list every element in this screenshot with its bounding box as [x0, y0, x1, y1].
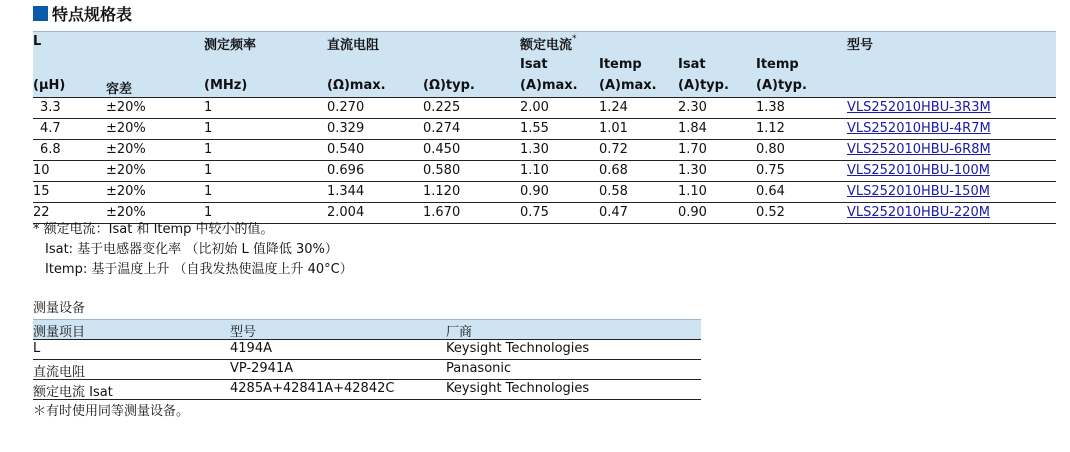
cell-isat-max: 1.55: [520, 121, 549, 136]
cell-dcr-typ: 1.120: [423, 184, 461, 199]
cell-isat-typ: 1.30: [678, 163, 707, 178]
cell-inductance: 22: [33, 205, 50, 220]
section-title-text: 特点规格表: [52, 4, 133, 24]
part-number-link[interactable]: VLS252010HBU-4R7M: [847, 121, 991, 136]
header-isat: Isat: [520, 57, 548, 72]
cell-itemp-max: 0.58: [599, 184, 628, 199]
table-row: [33, 161, 1056, 182]
cell-dcr-max: 0.329: [327, 121, 365, 136]
cell-itemp-max: 0.68: [599, 163, 628, 178]
equipment-maker: Keysight Technologies: [446, 341, 590, 356]
cell-dcr-max: 0.540: [327, 142, 365, 157]
table-row: [33, 380, 701, 400]
header-freq-unit: (MHz): [204, 78, 248, 93]
cell-isat-max: 0.75: [520, 205, 549, 220]
equipment-header-maker: 厂商: [446, 325, 473, 340]
header-itemp-typ-label: Itemp: [756, 57, 799, 72]
header-itemp: Itemp: [599, 57, 642, 72]
equipment-note: ＊有时使用同等测量设备。: [33, 404, 190, 419]
cell-dcr-typ: 0.580: [423, 163, 461, 178]
cell-dcr-max: 2.004: [327, 205, 365, 220]
cell-tolerance: ±20%: [106, 205, 146, 220]
cell-dcr-max: 1.344: [327, 184, 365, 199]
cell-dcr-typ: 0.274: [423, 121, 461, 136]
cell-itemp-typ: 1.38: [756, 100, 785, 115]
table-row: [33, 119, 1056, 140]
header-l-unit: (μH): [33, 78, 66, 93]
cell-frequency: 1: [204, 184, 213, 199]
header-dcr: 直流电阻: [327, 38, 380, 53]
equipment-maker: Keysight Technologies: [446, 381, 590, 396]
cell-frequency: 1: [204, 142, 213, 157]
header-freq: 测定频率: [204, 38, 257, 53]
header-dcr-typ: (Ω)typ.: [423, 78, 475, 93]
cell-itemp-typ: 0.52: [756, 205, 785, 220]
cell-itemp-typ: 0.80: [756, 142, 785, 157]
cell-itemp-typ: 0.64: [756, 184, 785, 199]
cell-isat-typ: 1.10: [678, 184, 707, 199]
header-dcr-max: (Ω)max.: [327, 78, 386, 93]
equipment-table: [33, 319, 701, 400]
table-row: [33, 140, 1056, 161]
cell-inductance: 15: [33, 184, 50, 199]
cell-inductance: 4.7: [40, 121, 61, 136]
equipment-item: 额定电流 Isat: [33, 385, 113, 400]
header-isat-typ-label: Isat: [678, 57, 706, 72]
part-number-link[interactable]: VLS252010HBU-3R3M: [847, 100, 991, 115]
equipment-header-model: 型号: [230, 325, 257, 340]
cell-tolerance: ±20%: [106, 100, 146, 115]
cell-inductance: 3.3: [40, 100, 61, 115]
cell-itemp-typ: 0.75: [756, 163, 785, 178]
cell-isat-max: 2.00: [520, 100, 549, 115]
cell-itemp-max: 1.24: [599, 100, 628, 115]
note-isat: Isat: 基于电感器变化率 （比初始 L 值降低 30%）: [45, 242, 338, 257]
cell-frequency: 1: [204, 121, 213, 136]
spec-table-header: [33, 31, 1056, 98]
cell-dcr-typ: 0.450: [423, 142, 461, 157]
note-itemp: Itemp: 基于温度上升 （自我发热使温度上升 40°C）: [45, 262, 353, 277]
cell-itemp-max: 0.47: [599, 205, 628, 220]
equipment-model: VP-2941A: [230, 361, 294, 376]
cell-isat-typ: 1.70: [678, 142, 707, 157]
header-rated: 额定电流*: [520, 34, 577, 53]
header-tolerance: 容差: [106, 82, 133, 97]
note-rated-current: * 额定电流：Isat 和 Itemp 中较小的值。: [33, 222, 274, 237]
header-itemp-max: (A)max.: [599, 78, 657, 93]
equipment-table-body: [33, 340, 701, 400]
header-part: 型号: [847, 38, 874, 53]
header-isat-max: (A)max.: [520, 78, 578, 93]
equipment-title: 测量设备: [33, 301, 86, 316]
cell-inductance: 6.8: [40, 142, 61, 157]
equipment-maker: Panasonic: [446, 361, 512, 376]
table-row: [33, 182, 1056, 203]
equipment-model: 4194A: [230, 341, 272, 356]
cell-tolerance: ±20%: [106, 121, 146, 136]
cell-tolerance: ±20%: [106, 163, 146, 178]
cell-inductance: 10: [33, 163, 50, 178]
table-row: [33, 360, 701, 380]
equipment-model: 4285A+42841A+42842C: [230, 381, 395, 396]
cell-frequency: 1: [204, 163, 213, 178]
cell-isat-typ: 0.90: [678, 205, 707, 220]
table-row: [33, 98, 1056, 119]
part-number-link[interactable]: VLS252010HBU-150M: [847, 184, 990, 199]
header-rated-mark: *: [572, 34, 577, 44]
part-number-link[interactable]: VLS252010HBU-6R8M: [847, 142, 991, 157]
cell-frequency: 1: [204, 205, 213, 220]
section-title: [33, 3, 132, 23]
cell-dcr-typ: 1.670: [423, 205, 461, 220]
cell-itemp-max: 1.01: [599, 121, 628, 136]
cell-dcr-max: 0.270: [327, 100, 365, 115]
spec-table-body: [33, 98, 1056, 224]
cell-tolerance: ±20%: [106, 184, 146, 199]
equipment-table-header: [33, 319, 701, 340]
part-number-link[interactable]: VLS252010HBU-220M: [847, 205, 990, 220]
cell-itemp-typ: 1.12: [756, 121, 785, 136]
header-itemp-typ: (A)typ.: [756, 78, 807, 93]
cell-isat-max: 1.10: [520, 163, 549, 178]
equipment-header-item: 测量项目: [33, 325, 86, 340]
cell-isat-typ: 1.84: [678, 121, 707, 136]
part-number-link[interactable]: VLS252010HBU-100M: [847, 163, 990, 178]
spec-table: [33, 31, 1056, 224]
cell-isat-max: 0.90: [520, 184, 549, 199]
cell-frequency: 1: [204, 100, 213, 115]
header-l: L: [33, 34, 42, 49]
header-isat-typ: (A)typ.: [678, 78, 729, 93]
cell-itemp-max: 0.72: [599, 142, 628, 157]
cell-isat-max: 1.30: [520, 142, 549, 157]
equipment-item: 直流电阻: [33, 365, 86, 380]
notes: [33, 220, 353, 280]
title-square-icon: [33, 6, 48, 21]
equipment-item: L: [33, 341, 41, 356]
cell-dcr-max: 0.696: [327, 163, 365, 178]
cell-dcr-typ: 0.225: [423, 100, 461, 115]
cell-isat-typ: 2.30: [678, 100, 707, 115]
cell-tolerance: ±20%: [106, 142, 146, 157]
table-row: [33, 340, 701, 360]
